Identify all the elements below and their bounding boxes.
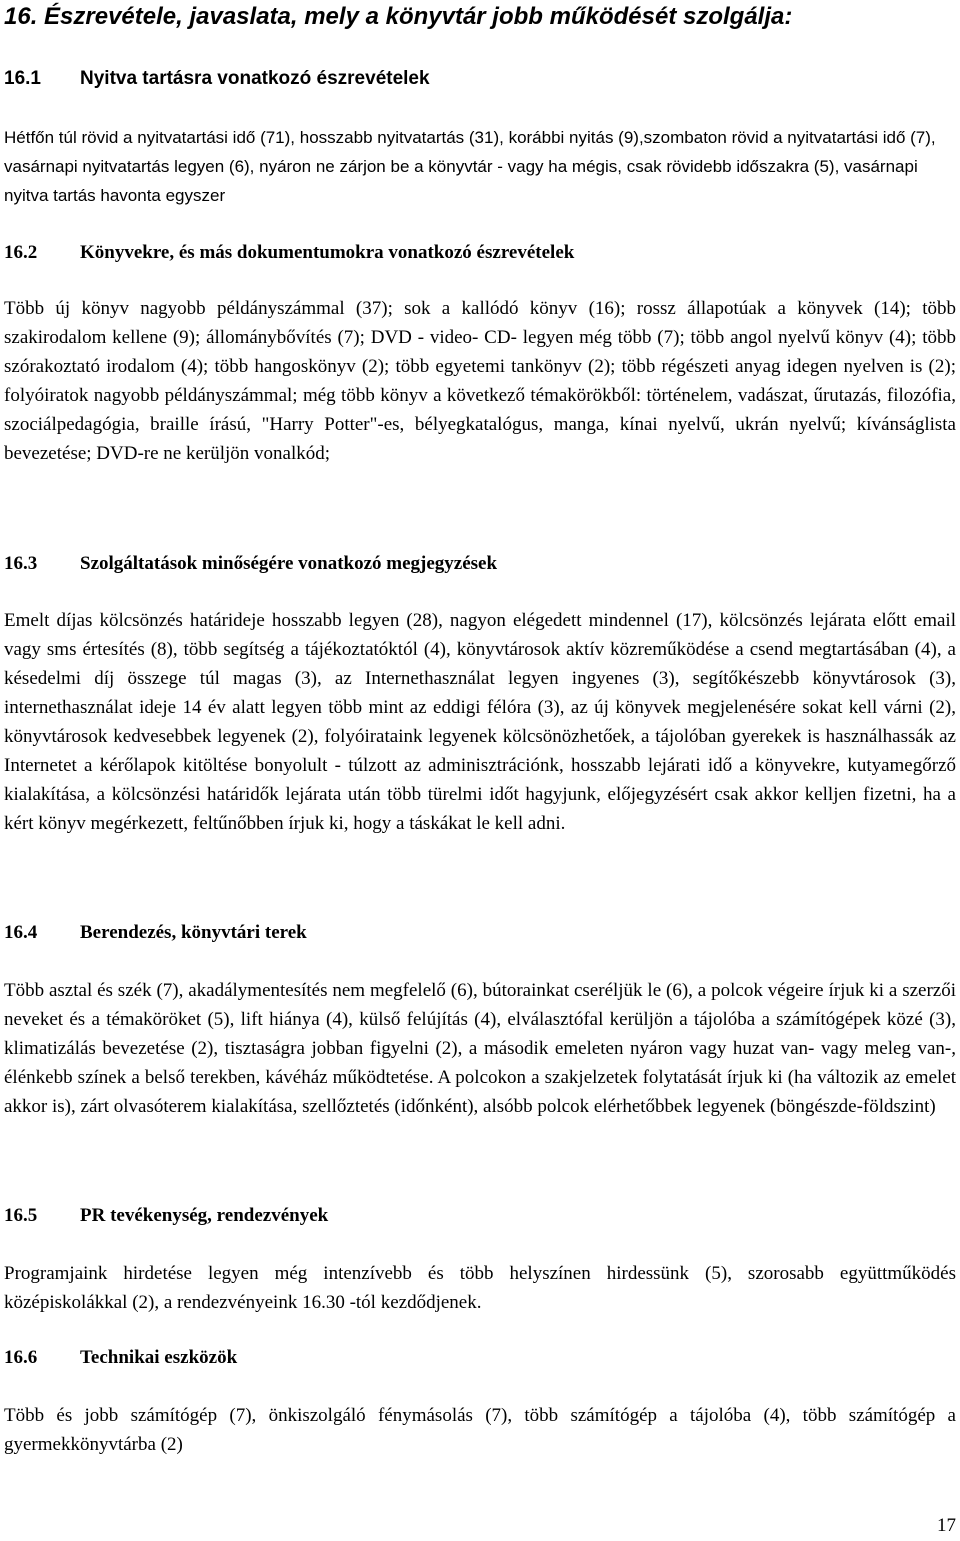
section-heading-16-5	[4, 1203, 328, 1229]
section-text-16-2: Több új könyv nagyobb példányszámmal (37); sok a kallódó könyv (16); rossz állapotúak a könyvek (14); több szakirodalom kellene (9); állománybővítés (7); DVD - video- CD- legyen még több (7); több angol nyelvű könyv (4); több szórakoztató irodalom (4); több hangoskönyv (2); több egyetemi tankönyv (2); több régészeti anyag idegen nyelven is (2); folyóiratok nagyobb példányszámmal; még több könyv a következő témakörökből: történelem, vadászat, űrutazás, filozófia, szociálpedagógia, braille írású, "Harry Potter"-es, bélyegkatalógus, manga, kínai nyelvű, ukrán nyelvű; kívánságlista bevezetése; DVD-re ne kerüljön vonalkód;	[4, 298, 956, 464]
section-heading-16-6	[4, 1345, 237, 1371]
section-heading-16-2	[4, 240, 574, 266]
section-title: Berendezés, könyvtári terek	[80, 922, 307, 943]
section-title: PR tevékenység, rendezvények	[80, 1205, 329, 1226]
section-heading-16-3	[4, 551, 497, 577]
section-number: 16.1	[4, 68, 41, 89]
section-text-16-6: Több és jobb számítógép (7), önkiszolgáló fénymásolás (7), több számítógép a tájolóba (4), több számítógép a gyermekkönyvtárba (2)	[4, 1405, 956, 1455]
section-title: Technikai eszközök	[80, 1347, 238, 1368]
section-number: 16.3	[4, 553, 38, 574]
section-heading-16-1	[4, 66, 430, 92]
page-number: 17	[937, 1515, 956, 1536]
section-title: Könyvekre, és más dokumentumokra vonatkozó észrevételek	[80, 242, 575, 263]
section-text-16-5: Programjaink hirdetése legyen még intenzívebb és több helyszínen hirdessünk (5), szorosabb együttműködés középiskolákkal (2), a rendezvényeink 16.30 -tól kezdődjenek.	[4, 1263, 956, 1313]
section-title: Szolgáltatások minőségére vonatkozó megjegyzések	[80, 553, 498, 574]
section-title: Nyitva tartásra vonatkozó észrevételek	[80, 68, 430, 89]
section-number: 16.2	[4, 242, 38, 263]
section-text-16-4: Több asztal és szék (7), akadálymentesítés nem megfelelő (6), bútorainkat cseréljük le (6), a polcok végeire írjuk ki a szerzői neveket és a témaköröket (5), lift hiánya (4), külső felújítás (4), elválasztófal kerüljön a tájolóba a számítógépek közé (3), klimatizálás bevezetése (2), tisztaságra jobban figyelni (2), a második emeleten nyáron vagy huzat van- vagy meleg van-, élénkebb színek a belső terekben, kávéház működtetése. A polcokon a szakjelzetek folytatását írjuk ki (ha változik az emelet akkor is), zárt olvasóterem kialakítása, szellőztetés (időnként), alsóbb polcok elérhetőbbek legyenek (böngészde-földszint)	[4, 980, 956, 1117]
section-number: 16.5	[4, 1205, 38, 1226]
section-text-16-1: Hétfőn túl rövid a nyitvatartási idő (71), hosszabb nyitvatartás (31), korábbi nyitás (9),szombaton rövid a nyitvatartási idő (7), vasárnapi nyitvatartás legyen (6), nyáron ne zárjon be a könyvtár - vagy ha mégis, csak rövidebb időszakra (5), vasárnapi nyitva tartás havonta egyszer	[4, 128, 936, 205]
section-text-16-3: Emelt díjas kölcsönzés határideje hosszabb legyen (28), nagyon elégedett mindennel (17), kölcsönzés lejárata előtt email vagy sms értesítés (8), több segítség a tájékoztatóktól (4), könyvtárosok aktív közreműködése a csend megtartásában (4), a késedelmi díj összege túl magas (3), az Internethasználat legyen ingyenes (3), segítőkészebb könyvtárosok (3), internethasználat ideje 14 év alatt legyen több mint az eddigi félóra (3), az új könyvek megjelenésére sokat kell várni (2), könyvtárosok kedvesebbek legyenek (2), folyóirataink legyenek kölcsönözhetőek, a tájolóban gyerekek is használhassák az Internetet a kérőlapok kitöltése bonyolult - túlzott az adminisztrációnk, hosszabb lejárati idő a könyvekre, kutyamegőrző kialakítása, a kölcsönzési határidők lejárata után több türelmi időt hagyjunk, előjegyzésért csak akkor kelljen fizetni, ha a kért könyv megérkezett, feltűnőbben írjuk ki, hogy a táskákat le kell adni.	[4, 610, 956, 834]
section-heading-16-4	[4, 920, 307, 946]
section-number: 16.4	[4, 922, 38, 943]
page-title: 16. Észrevétele, javaslata, mely a könyvtár jobb működését szolgálja:	[4, 3, 793, 30]
section-number: 16.6	[4, 1347, 38, 1368]
